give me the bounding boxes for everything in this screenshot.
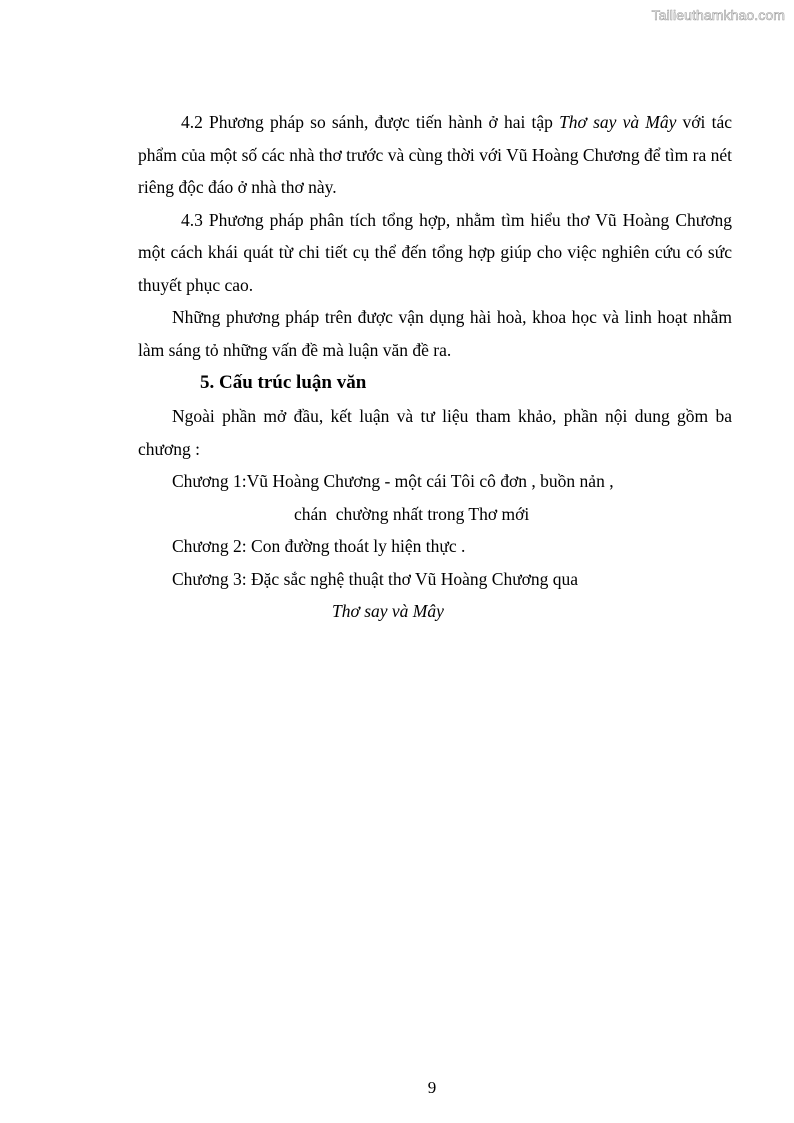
document-body [138, 106, 732, 628]
paragraph-methods-summary: Những phương pháp trên được vận dụng hài hoà, khoa học và linh hoạt nhằm làm sáng tỏ những vấn đề mà luận văn đề ra. [138, 307, 732, 360]
chapter-3-line-1: Chương 3: Đặc sắc nghệ thuật thơ Vũ Hoàng Chương qua [172, 568, 579, 589]
chapter-1-line-2: chán chường nhất trong Thơ mới [294, 503, 530, 524]
section-heading: 5. Cấu trúc luận văn [200, 372, 367, 393]
book-title-italic: Thơ say và Mây [559, 112, 677, 132]
chapter-2: Chương 2: Con đường thoát ly hiện thực . [172, 536, 466, 556]
paragraph-structure-intro: Ngoài phần mở đầu, kết luận và tư liệu tham khảo, phần nội dung gồm ba chương : [138, 406, 732, 459]
paragraph-4-2-lead: 4.2 Phương pháp so sánh, được tiến hành ở hai tập [181, 112, 560, 132]
paragraph-method-4-3: 4.3 Phương pháp phân tích tổng hợp, nhằm tìm hiểu thơ Vũ Hoàng Chương một cách khái quát từ chi tiết cụ thể đến tổng hợp giúp cho việc nghiên cứu có sức thuyết phục cao. [138, 209, 732, 295]
paragraph-method-4-2 [138, 106, 732, 204]
paragraph-4-2-rest: tác phẩm của một số các nhà thơ trước và cùng thời với Vũ Hoàng Chương để tìm ra nét riêng độc đáo ở nhà thơ này. [138, 112, 733, 197]
paragraph-4-2-lead-end: với [676, 112, 706, 132]
watermark-text: Tailieuthamkhao.com [651, 7, 785, 23]
chapter-1-line-1: Chương 1:Vũ Hoàng Chương - một cái Tôi cô đơn , buồn nản , [172, 471, 614, 491]
page-number: 9 [427, 1078, 437, 1097]
chapter-3-line-2: Thơ say và Mây [332, 601, 444, 621]
